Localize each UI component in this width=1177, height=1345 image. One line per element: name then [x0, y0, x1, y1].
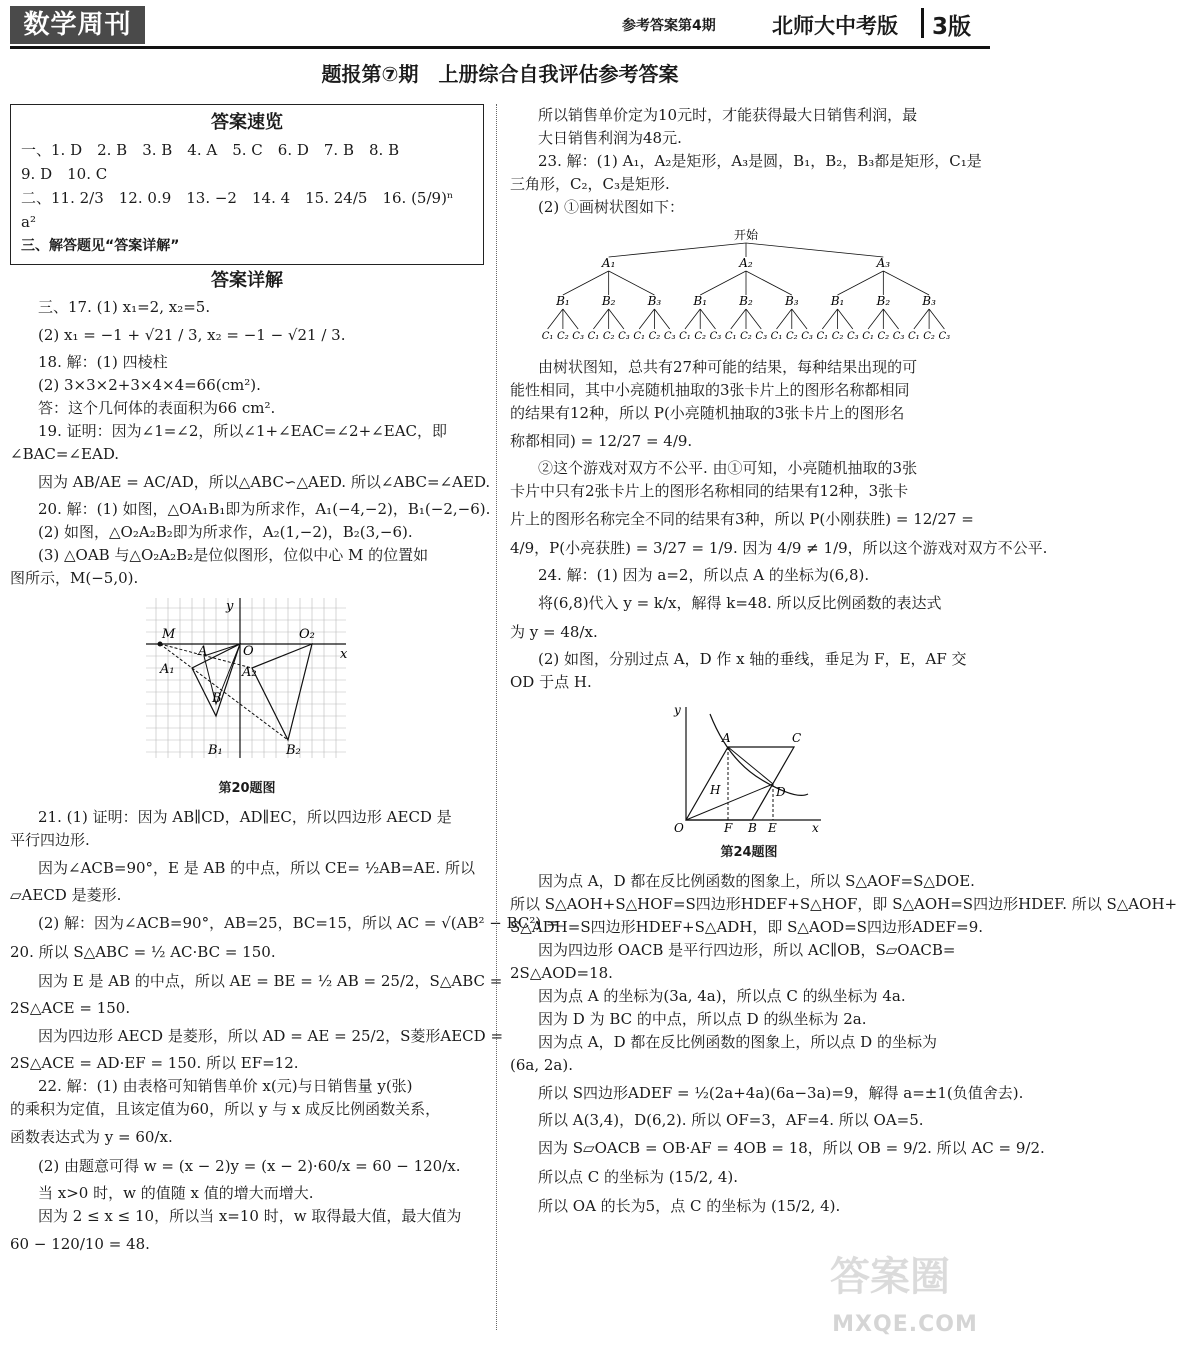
text-line: 由树状图知，总共有27种可能的结果，每种结果出现的可	[538, 358, 918, 376]
tree-root: 开始	[733, 228, 759, 242]
right-column	[510, 104, 1177, 1222]
label-A2: A₂	[242, 665, 257, 680]
text-line: 所以销售单价定为10元时，才能获得最大日销售利润，最	[538, 106, 918, 124]
label-D: D	[776, 785, 786, 799]
tree-diagram	[540, 227, 952, 354]
text-line: 答：这个几何体的表面积为66 cm².	[38, 399, 276, 417]
tree-node-c: C₂	[877, 331, 890, 342]
segment-AD	[728, 747, 773, 784]
page-number: 3版	[932, 14, 972, 40]
tree-node-c: C₁	[679, 331, 691, 342]
text-line: 因为点 A 的坐标为(3a, 4a)，所以点 C 的纵坐标为 4a.	[538, 987, 906, 1005]
tree-branch	[685, 309, 700, 329]
text-line: 所以 OA 的长为5，点 C 的坐标为 (15/2, 4).	[538, 1197, 841, 1215]
text-line: (2) 由题意可得 w = (x − 2)y = (x − 2)·60/x = 60 − 120/x.	[38, 1157, 461, 1175]
tree-node-b: B₁	[830, 294, 845, 308]
label-O: O	[674, 821, 684, 835]
tree-node-c: C₂	[831, 331, 844, 342]
text-line: S△ADH=S四边形HDEF+S△ADH，即 S△AOD=S四边形ADEF=9.	[510, 918, 984, 936]
text-line: 因为四边形 OACB 是平行四边形，所以 AC∥OB，S▱OACB=	[538, 941, 956, 959]
label-x: x	[340, 647, 348, 662]
text-line: (2) 3×3×2+3×4×4=66(cm²).	[38, 376, 261, 394]
solutions-note: 三、解答题见“答案详解”	[21, 238, 180, 254]
text-line: 20. 解：(1) 如图，△OA₁B₁即为所求作，A₁(−4,−2)，B₁(−2,−6).	[38, 500, 491, 518]
answer-overview-title: 答案速览	[211, 112, 283, 133]
mc-answers-line1: 一、1. D 2. B 3. B 4. A 5. C 6. D 7. B 8. B	[21, 141, 400, 159]
label-B1: B₁	[208, 743, 223, 758]
text-line: 片上的图形名称完全不同的结果有3种，所以 P(小刚获胜) = 12/27 =	[510, 510, 974, 528]
center-point-M	[158, 642, 163, 647]
text-line: (2) ①画树状图如下：	[538, 198, 685, 216]
text-line: OD 于点 H.	[510, 673, 592, 691]
text-line: 当 x>0 时，w 的值随 x 值的增大而增大.	[38, 1184, 314, 1202]
fill-answers-line: 二、11. 2/3 12. 0.9 13. −2 14. 4 15. 24/5 16. (5/9)ⁿ a²	[21, 189, 454, 231]
text-line: 24. 解：(1) 因为 a=2，所以点 A 的坐标为(6,8).	[538, 566, 870, 584]
tree-branch	[883, 271, 929, 295]
tree-node-c: C₃	[755, 331, 768, 342]
text-line: ∠BAC=∠EAD.	[10, 445, 120, 463]
text-line: 4/9，P(小亮获胜) = 3/27 = 1/9. 因为 4/9 ≠ 1/9，所以这个游戏对双方不公平.	[510, 539, 1048, 557]
tree-node-c: C₂	[785, 331, 798, 342]
text-line: (3) △OAB 与△O₂A₂B₂是位似图形，位似中心 M 的位置如	[38, 546, 429, 564]
text-line: 三角形，C₂，C₃是矩形.	[510, 175, 670, 193]
tree-node-b: B₂	[739, 294, 753, 308]
tree-node-b: B₁	[556, 294, 570, 308]
tree-branch	[609, 271, 655, 295]
tree-node-c: C₃	[618, 331, 630, 342]
segment-OD	[686, 784, 773, 820]
text-line: ▱AECD 是菱形.	[10, 886, 122, 904]
page-title: 题报第⑦期 上册综合自我评估参考答案	[321, 62, 679, 86]
text-line: 19. 证明：因为∠1=∠2，所以∠1+∠EAC=∠2+∠EAC，即	[38, 422, 448, 440]
text-line: 因为 E 是 AB 的中点，所以 AE = BE = ½ AB = 25/2，S△ABC =	[38, 972, 503, 990]
tree-node-c: C₁	[908, 331, 920, 342]
tree-node-c: C₃	[572, 331, 584, 342]
label-C: C	[792, 731, 802, 745]
text-line: 所以点 C 的坐标为 (15/2, 4).	[538, 1168, 739, 1186]
label-A: A	[722, 731, 731, 745]
label-O2: O₂	[299, 627, 315, 642]
figure-24	[666, 702, 826, 839]
text-line: 因为 D 为 BC 的中点，所以点 D 的纵坐标为 2a.	[538, 1010, 867, 1028]
tree-node-b: B₃	[647, 294, 662, 308]
label-O: O	[243, 644, 254, 659]
figure-20-caption: 第20题图	[218, 781, 276, 796]
tree-node-c: C₁	[587, 331, 600, 342]
tree-node-c: C₁	[770, 331, 783, 342]
tree-branch	[700, 271, 746, 295]
text-line: ②这个游戏对双方不公平. 由①可知，小亮随机抽取的3张	[538, 459, 918, 477]
tree-branch	[548, 309, 563, 329]
tree-branch	[792, 309, 807, 329]
tree-node-c: C₃	[892, 331, 905, 342]
answer-overview-box	[10, 104, 484, 265]
tree-branch	[563, 309, 578, 329]
tree-node-c: C₂	[557, 331, 569, 342]
text-line: 2S△AOD=18.	[510, 964, 613, 982]
tree-node-c: C₂	[923, 331, 935, 342]
watermark	[820, 1245, 990, 1337]
tree-node-c: C₂	[694, 331, 707, 342]
tree-node-c: C₁	[633, 331, 646, 342]
answer-reference: 参考答案第4期	[622, 18, 716, 34]
text-line: 因为∠ACB=90°，E 是 AB 的中点，所以 CE= ½AB=AE. 所以	[38, 859, 475, 877]
figure-24-graphic	[666, 702, 826, 835]
text-line: 三、17. (1) x₁=2, x₂=5.	[38, 298, 211, 316]
text-line: 的结果有12种，所以 P(小亮随机抽取的3张卡片上的图形名	[510, 404, 905, 422]
label-A1: A₁	[160, 662, 175, 677]
tree-node-c: C₁	[541, 331, 554, 342]
text-line: 函数表达式为 y = 60/x.	[10, 1128, 173, 1146]
tree-node-c: C₃	[938, 331, 951, 342]
detail-title: 答案详解	[211, 270, 283, 291]
text-line: (2) 解：因为∠ACB=90°，AB=25，BC=15，所以 AC = √(AB² − BC²) =	[38, 914, 559, 932]
hyperbola-curve	[710, 714, 808, 795]
mc-answers-line2: 9. D 10. C	[21, 165, 108, 183]
tree-node-c: C₃	[801, 331, 813, 342]
tree-node-b: B₂	[601, 294, 616, 308]
text-line: (2) x₁ = −1 + √21 / 3, x₂ = −1 − √21 / 3.	[38, 326, 346, 344]
tree-node-a: A₂	[739, 256, 753, 270]
text-line: 因为 S▱OACB = OB·AF = 4OB = 18，所以 OB = 9/2. 所以 AC = 9/2.	[538, 1139, 1045, 1157]
text-line: 因为 2 ≤ x ≤ 10，所以当 x=10 时，w 取得最大值，最大值为	[38, 1207, 462, 1225]
tree-node-a: A₃	[876, 256, 891, 270]
tree-branch	[654, 309, 669, 329]
label-x: x	[812, 821, 819, 835]
tree-node-b: B₃	[922, 294, 936, 308]
tree-node-b: B₃	[784, 294, 799, 308]
label-B2: B₂	[286, 743, 301, 758]
text-line: 21. (1) 证明：因为 AB∥CD，AD∥EC，所以四边形 AECD 是	[38, 808, 452, 826]
tree-node-c: C₁	[724, 331, 737, 342]
text-line: 称都相同) = 12/27 = 4/9.	[510, 432, 693, 450]
text-line: 平行四边形.	[10, 831, 90, 849]
tree-branch	[731, 309, 746, 329]
label-H: H	[710, 783, 721, 797]
figure-20	[146, 598, 356, 775]
tree-branch	[746, 271, 792, 295]
tree-node-c: C₂	[740, 331, 752, 342]
text-line: 所以 S四边形ADEF = ½(2a+4a)(6a−3a)=9，解得 a=±1(负值舍去).	[538, 1084, 1024, 1102]
text-line: 将(6,8)代入 y = k/x，解得 k=48. 所以反比例函数的表达式	[538, 594, 942, 612]
text-line: 因为点 A，D 都在反比例函数的图象上，所以 S△AOF=S△DOE.	[538, 872, 975, 890]
tree-branch	[609, 309, 624, 329]
tree-branch	[593, 309, 608, 329]
header-rule	[10, 46, 990, 49]
tree-node-c: C₂	[648, 331, 661, 342]
text-line: 的乘积为定值，且该定值为60，所以 y 与 x 成反比例函数关系，	[10, 1100, 441, 1118]
label-F: F	[724, 821, 733, 835]
brand-logo: 数学周刊	[10, 6, 145, 44]
tree-node-c: C₃	[709, 331, 722, 342]
label-M: M	[162, 627, 176, 642]
watermark-url: MXQE.COM	[832, 1312, 978, 1337]
label-y: y	[674, 703, 681, 717]
text-line: 因为点 A，D 都在反比例函数的图象上，所以点 D 的坐标为	[538, 1033, 937, 1051]
text-line: 图所示，M(−5,0).	[10, 569, 139, 587]
tree-node-c: C₂	[602, 331, 615, 342]
header-divider	[921, 8, 924, 38]
tree-branch	[563, 271, 609, 295]
text-line: 22. 解：(1) 由表格可知销售单价 x(元)与日销售量 y(张)	[38, 1077, 413, 1095]
watermark-logo: 答案圈	[830, 1254, 950, 1300]
text-line: 所以 A(3,4)，D(6,2). 所以 OF=3，AF=4. 所以 OA=5.	[538, 1111, 924, 1129]
text-line: 能性相同，其中小亮随机抽取的3张卡片上的图形名称都相同	[510, 381, 910, 399]
tree-node-c: C₁	[816, 331, 829, 342]
tree-branch	[700, 309, 715, 329]
edition-label: 北师大中考版	[772, 14, 898, 38]
tree-branch	[914, 309, 929, 329]
text-line: 卡片中只有2张卡片上的图形名称相同的结果有12种，3张卡	[510, 482, 909, 500]
tree-node-b: B₁	[693, 294, 708, 308]
tree-branch	[868, 309, 883, 329]
figure-24-caption: 第24题图	[720, 845, 778, 860]
page-header	[0, 0, 1000, 48]
label-E: E	[768, 821, 777, 835]
text-line: 2S△ACE = 150.	[10, 999, 131, 1017]
text-line: 所以 S△AOH+S△HOF=S四边形HDEF+S△HOF，即 S△AOH=S四边形HDEF. 所以 S△AOH+	[510, 895, 1177, 913]
tree-node-a: A₁	[601, 256, 616, 270]
parallelogram-OACB	[686, 747, 794, 820]
tree-branch	[746, 309, 761, 329]
text-line: 为 y = 48/x.	[510, 623, 598, 641]
label-y: y	[226, 599, 234, 614]
text-line: 因为四边形 AECD 是菱形，所以 AD = AE = 25/2，S菱形AECD =	[38, 1027, 504, 1045]
label-A: A	[198, 644, 208, 659]
tree-branch	[609, 243, 746, 257]
tree-node-c: C₁	[862, 331, 874, 342]
label-B: B	[748, 821, 757, 835]
column-divider	[496, 104, 497, 1330]
tree-node-c: C₃	[663, 331, 676, 342]
tree-diagram-graphic	[540, 227, 952, 347]
tree-branch	[777, 309, 792, 329]
text-line: (2) 如图，分别过点 A，D 作 x 轴的垂线，垂足为 F，E，AF 交	[538, 650, 967, 668]
tree-branch	[639, 309, 654, 329]
tree-node-b: B₂	[876, 294, 891, 308]
text-line: 20. 所以 S△ABC = ½ AC·BC = 150.	[10, 943, 276, 961]
text-line: 2S△ACE = AD·EF = 150. 所以 EF=12.	[10, 1054, 299, 1072]
figure-20-graphic	[146, 598, 356, 768]
tree-branch	[929, 309, 944, 329]
tree-branch	[883, 309, 898, 329]
tree-node-c: C₃	[846, 331, 859, 342]
text-line: (6a, 2a).	[510, 1056, 573, 1074]
tree-branch	[838, 271, 884, 295]
tree-branch	[838, 309, 853, 329]
text-line: 60 − 120/10 = 48.	[10, 1235, 150, 1253]
text-line: 大日销售利润为48元.	[538, 129, 682, 147]
tree-branch	[746, 243, 883, 257]
text-line: 因为 AB/AE = AC/AD，所以△ABC∽△AED. 所以∠ABC=∠AED.	[38, 473, 491, 491]
text-line: (2) 如图，△O₂A₂B₂即为所求作，A₂(1,−2)，B₂(3,−6).	[38, 523, 413, 541]
text-line: 23. 解：(1) A₁，A₂是矩形，A₃是圆，B₁，B₂，B₃都是矩形，C₁是	[538, 152, 982, 170]
text-line: 18. 解：(1) 四棱柱	[38, 353, 168, 371]
label-B: B	[212, 691, 222, 706]
tree-branch	[822, 309, 837, 329]
